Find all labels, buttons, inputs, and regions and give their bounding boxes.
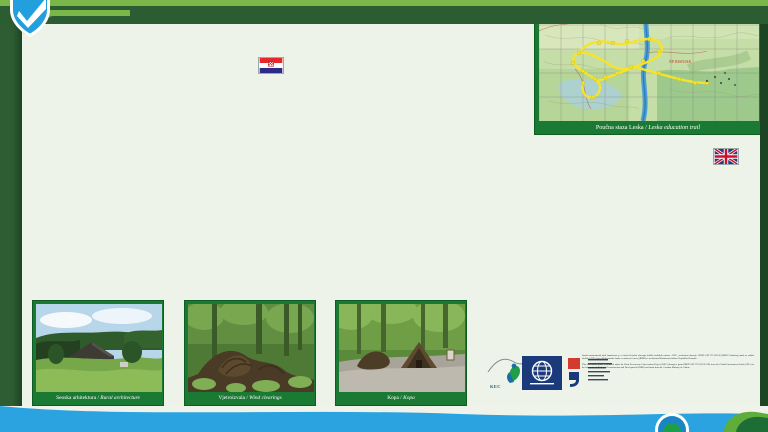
kec-logo-label: KEC	[490, 384, 501, 389]
footer-wave-decoration	[0, 406, 768, 432]
fineprint-en: This information panel is financed under the Karst Eco-system Conservation Project (KEC) through a grant (IBRD GEF TF 052120 GB) from the Global Environment Fund (GEF) via the International Bank for Reconstruction and Development (IBRD) and funds from the Croatian Ministry of Culture.	[582, 363, 754, 369]
caption-hr: Seoska arhitektura /	[56, 395, 101, 401]
trail-map-image[interactable]	[539, 9, 759, 121]
photo-caption	[339, 392, 463, 404]
uk-flag-icon	[713, 148, 739, 165]
sponsor-logo-strip	[486, 354, 756, 396]
photo-wind-clearings[interactable]	[184, 300, 316, 406]
caption-en: Rural architecture	[100, 395, 140, 401]
photo-caption	[36, 392, 160, 404]
park-logo-icon	[6, 0, 58, 38]
map-caption	[539, 121, 757, 135]
photo-image	[339, 304, 465, 392]
photo-image	[188, 304, 314, 392]
world-bank-logo-icon	[522, 356, 562, 390]
croatian-flag-icon	[258, 57, 284, 74]
fineprint-hr: Izrada informativnih tabli financirana je u okviru Projekta očuvanja krških ekoloških sustava - KEC, sredstvima donacije GBRD GEF TF 052120 (IBRD Globalnog fonda za zaštitu okoliša (GEF) putem Međunarodne banke za obnovu i razvoj (IBRD) te sredstvima Ministarstva kulture Republike Hrvatske.	[582, 355, 754, 361]
photo-rural-architecture[interactable]	[32, 300, 164, 406]
photo-caption	[188, 392, 312, 404]
frame-left-border	[0, 0, 22, 432]
caption-hr: Vjetroizvala /	[218, 395, 250, 401]
svg-text:NP RISNJAK: NP RISNJAK	[669, 59, 692, 64]
caption-hr: Kopa /	[387, 395, 404, 401]
photo-kopa[interactable]	[335, 300, 467, 406]
caption-en: Kopa	[403, 395, 415, 401]
photo-image	[36, 304, 162, 392]
frame-right-border	[760, 24, 768, 408]
caption-en: Wind clearings	[249, 395, 282, 401]
map-caption-en: Leska education trail	[648, 125, 701, 131]
funding-fineprint	[582, 355, 754, 370]
map-caption-hr: Poučna staza Leska /	[595, 125, 649, 131]
